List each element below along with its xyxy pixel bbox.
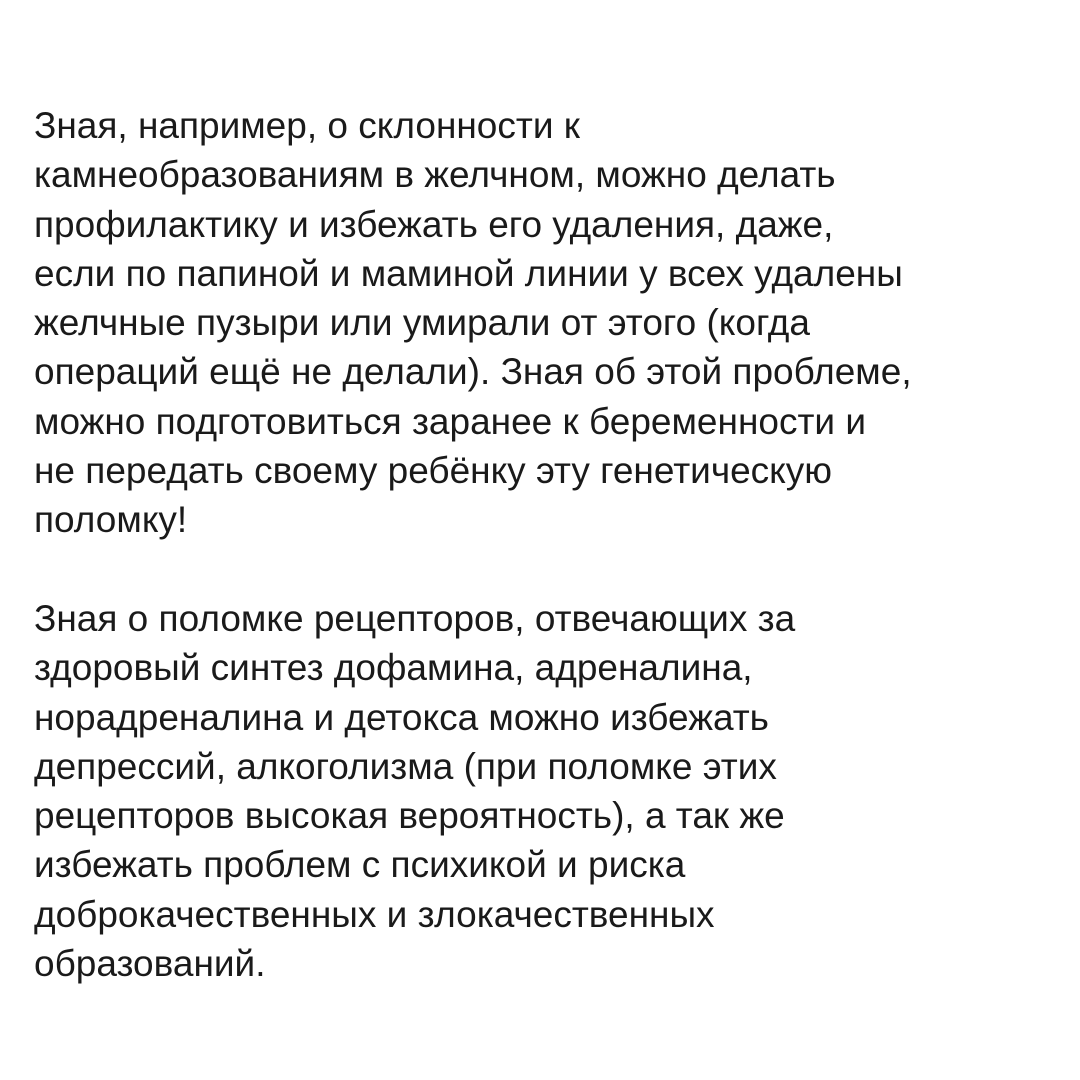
text-line: образований. xyxy=(34,943,266,985)
paragraph-1 xyxy=(34,101,1064,545)
text-line: желчные пузыри или умирали от этого (когда xyxy=(34,302,810,344)
text-line: здоровый синтез дофамина, адреналина, xyxy=(34,647,753,689)
text-line: норадреналина и детокса можно избежать xyxy=(34,696,769,738)
text-line: рецепторов высокая вероятность), а так же xyxy=(34,795,785,837)
text-block xyxy=(34,101,1064,988)
text-line: поломку! xyxy=(34,499,188,541)
text-line: Зная о поломке рецепторов, отвечающих за xyxy=(34,597,796,639)
text-line: камнеобразованиям в желчном, можно делать xyxy=(34,154,836,196)
paragraph-spacer xyxy=(34,545,1064,594)
text-line: не передать своему ребёнку эту генетическую xyxy=(34,450,833,492)
text-line: депрессий, алкоголизма (при поломке этих xyxy=(34,745,777,787)
paragraph-2 xyxy=(34,594,1064,988)
text-line: доброкачественных и злокачественных xyxy=(34,893,715,935)
text-line: можно подготовиться заранее к беременности и xyxy=(34,400,867,442)
text-line: профилактику и избежать его удаления, даже, xyxy=(34,203,834,245)
text-line: если по папиной и маминой линии у всех удалены xyxy=(34,252,903,294)
text-line: Зная, например, о склонности к xyxy=(34,105,580,146)
text-line: избежать проблем с психикой и риска xyxy=(34,844,686,886)
text-line: операций ещё не делали). Зная об этой проблеме, xyxy=(34,351,912,393)
